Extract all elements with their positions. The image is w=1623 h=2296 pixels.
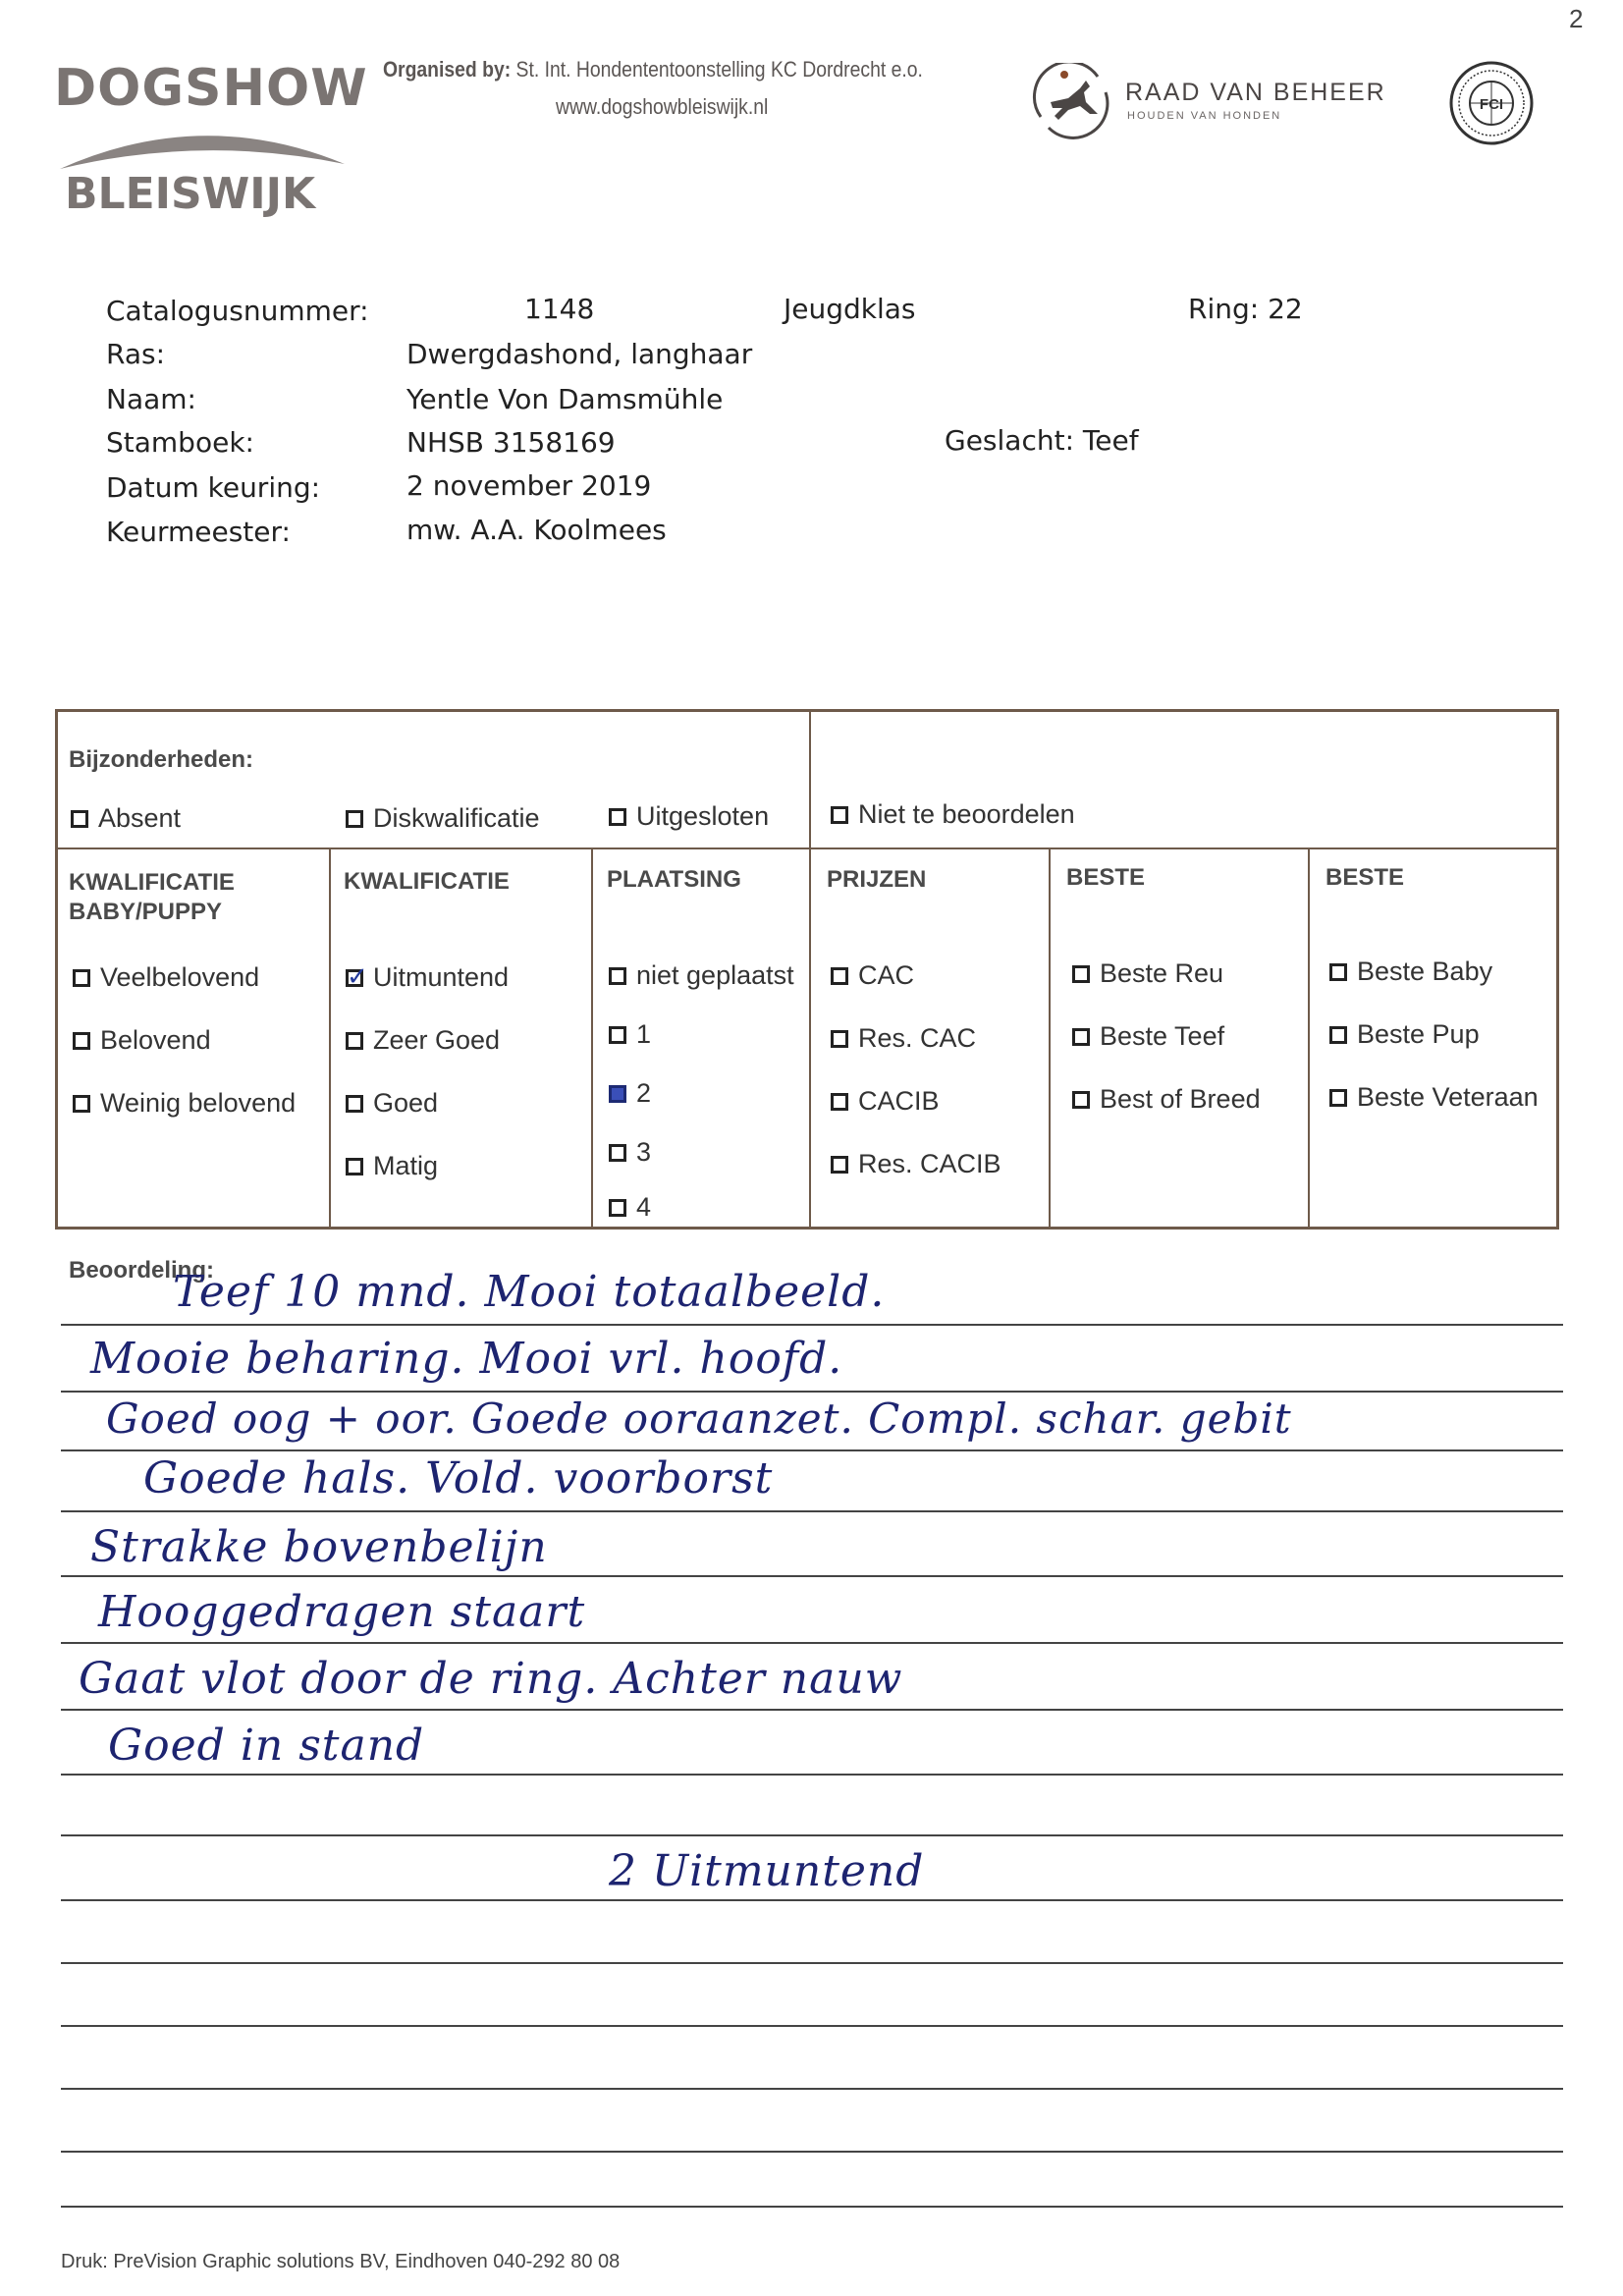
class-value: Jeugdklas: [784, 293, 916, 325]
particular-niet-te-beoordelen[interactable]: [831, 799, 1075, 830]
checkbox[interactable]: [831, 1156, 848, 1174]
option-label: Beste Baby: [1357, 957, 1493, 986]
option-label: Res. CAC: [858, 1023, 977, 1053]
writing-line: [61, 1834, 1563, 1836]
organiser-line: [383, 57, 923, 82]
option-weinig-belovend[interactable]: [73, 1088, 296, 1119]
option-label: Beste Teef: [1100, 1021, 1225, 1051]
writing-line: [61, 2151, 1563, 2153]
checkbox-checked[interactable]: [609, 1085, 626, 1103]
checkbox[interactable]: [609, 1199, 626, 1217]
judge-label: Keurmeester:: [106, 516, 291, 548]
particular-diskwalificatie[interactable]: [346, 803, 540, 834]
ring-label: Ring:: [1188, 293, 1260, 325]
writing-line: [61, 1709, 1563, 1711]
option-niet-geplaatst[interactable]: [609, 960, 794, 991]
option-label: Absent: [98, 803, 182, 833]
fci-seal-label: FCI: [1479, 96, 1504, 113]
name-value: Yentle Von Damsmühle: [406, 383, 724, 415]
organiser-value: St. Int. Hondententoonstelling KC Dordrecht e.o.: [515, 57, 923, 82]
writing-line: [61, 1962, 1563, 1964]
col-header-kwalificatie: KWALIFICATIE: [344, 868, 510, 895]
checkbox[interactable]: [346, 810, 363, 828]
option-label: Best of Breed: [1100, 1084, 1261, 1114]
handwritten-line: Goed oog + oor. Goede ooraanzet. Compl. schar. gebit: [106, 1394, 1292, 1443]
form-divider: [1308, 847, 1310, 1227]
option-label: 4: [636, 1192, 652, 1222]
option-res-cac[interactable]: [831, 1023, 976, 1054]
option-label: 3: [636, 1137, 652, 1167]
option-label: 2: [636, 1078, 652, 1108]
name-label: Naam:: [106, 383, 196, 415]
logo-bleiswijk-text: BLEISWIJK: [65, 169, 316, 219]
organiser-label: Organised by:: [383, 57, 512, 82]
checkbox[interactable]: [1329, 1089, 1347, 1107]
writing-line: [61, 1899, 1563, 1901]
checkbox[interactable]: [346, 1032, 363, 1050]
option-label: CAC: [858, 960, 915, 990]
option-matig[interactable]: [346, 1151, 438, 1181]
checkbox[interactable]: [1329, 963, 1347, 981]
option-label: Uitgesloten: [636, 801, 770, 831]
writing-line: [61, 1324, 1563, 1326]
writing-line: [61, 1510, 1563, 1512]
sex-value: Teef: [1082, 424, 1139, 457]
checkbox[interactable]: [831, 1093, 848, 1111]
writing-line: [61, 2088, 1563, 2090]
option-goed[interactable]: [346, 1088, 438, 1119]
checkbox[interactable]: [609, 808, 626, 826]
option-place-1[interactable]: [609, 1019, 651, 1050]
option-label: 1: [636, 1019, 652, 1049]
raad-van-beheer-subtitle: HOUDEN VAN HONDEN: [1127, 110, 1282, 122]
col-header-beste-2: BESTE: [1325, 864, 1405, 891]
col-header-beste-1: BESTE: [1066, 864, 1146, 891]
breed-value: Dwergdashond, langhaar: [406, 338, 753, 370]
option-beste-pup[interactable]: [1329, 1019, 1480, 1050]
checkbox[interactable]: [1072, 965, 1090, 983]
option-label: Goed: [373, 1088, 439, 1118]
corner-mark: 2: [1569, 4, 1584, 33]
option-zeer-goed[interactable]: [346, 1025, 500, 1056]
checkbox[interactable]: [73, 1032, 90, 1050]
checkbox[interactable]: [609, 1144, 626, 1162]
raad-van-beheer-dog-icon: [1029, 63, 1117, 141]
handwritten-line: Goede hals. Vold. voorborst: [143, 1453, 774, 1503]
particulars-label: Bijzonderheden:: [69, 746, 254, 773]
website-link[interactable]: www.dogshowbleiswijk.nl: [556, 94, 769, 119]
option-label: niet geplaatst: [636, 960, 794, 990]
ring-value: 22: [1268, 293, 1303, 325]
handwritten-line: Goed in stand: [108, 1721, 425, 1771]
option-res-cacib[interactable]: [831, 1149, 1001, 1179]
checkbox[interactable]: [1072, 1028, 1090, 1046]
option-best-of-breed[interactable]: [1072, 1084, 1261, 1115]
particular-uitgesloten[interactable]: [609, 801, 769, 832]
form-divider: [591, 847, 593, 1227]
option-label: Beste Pup: [1357, 1019, 1480, 1049]
raad-van-beheer-title: RAAD VAN BEHEER: [1125, 79, 1386, 106]
checkbox[interactable]: [1329, 1026, 1347, 1044]
option-beste-reu[interactable]: [1072, 958, 1223, 989]
checkbox[interactable]: [831, 967, 848, 985]
catalog-label: Catalogusnummer:: [106, 295, 369, 327]
checkbox[interactable]: [346, 1095, 363, 1113]
checkbox[interactable]: [346, 1158, 363, 1175]
option-label: Uitmuntend: [373, 962, 510, 992]
handwritten-line: Mooie beharing. Mooi vrl. hoofd.: [90, 1334, 843, 1384]
option-uitmuntend[interactable]: [346, 962, 509, 993]
option-place-4[interactable]: [609, 1192, 651, 1223]
option-place-3[interactable]: [609, 1137, 651, 1168]
studbook-value: NHSB 3158169: [406, 426, 616, 459]
option-label: Belovend: [100, 1025, 211, 1055]
option-label: Weinig belovend: [100, 1088, 297, 1118]
col-header-prijzen: PRIJZEN: [827, 866, 927, 893]
col-header-plaatsing: PLAATSING: [607, 866, 741, 893]
option-label: Matig: [373, 1151, 439, 1180]
option-label: CACIB: [858, 1086, 940, 1116]
option-place-2[interactable]: [609, 1078, 651, 1109]
writing-line: [61, 1774, 1563, 1776]
checkbox[interactable]: [73, 969, 90, 987]
writing-line: [61, 2025, 1563, 2027]
option-cacib[interactable]: [831, 1086, 940, 1117]
form-divider: [809, 712, 811, 1227]
option-label: Diskwalificatie: [373, 803, 540, 833]
writing-line: [61, 1449, 1563, 1451]
studbook-label: Stamboek:: [106, 426, 254, 459]
date-label: Datum keuring:: [106, 471, 321, 504]
option-beste-baby[interactable]: [1329, 957, 1492, 987]
writing-line: [61, 1391, 1563, 1393]
handwritten-result: 2 Uitmuntend: [609, 1846, 925, 1896]
writing-line: [61, 1575, 1563, 1577]
option-label: Veelbelovend: [100, 962, 260, 992]
checkbox[interactable]: [609, 1026, 626, 1044]
col-header-baby-puppy: KWALIFICATIE BABY/PUPPY: [69, 869, 235, 925]
form-divider: [329, 847, 331, 1227]
handwritten-line: Gaat vlot door de ring. Achter nauw: [79, 1654, 903, 1704]
sex-field: [945, 424, 1139, 457]
checkbox[interactable]: [831, 1030, 848, 1048]
assessment-label: Beoordeling:: [69, 1257, 214, 1284]
checkbox[interactable]: [71, 810, 88, 828]
option-veelbelovend[interactable]: [73, 962, 259, 993]
checkbox-checked[interactable]: [346, 969, 363, 987]
option-label: Res. CACIB: [858, 1149, 1001, 1178]
form-divider-horizontal: [58, 847, 1556, 849]
breed-label: Ras:: [106, 338, 166, 370]
handwritten-line: Strakke bovenbelijn: [90, 1522, 548, 1572]
option-cac[interactable]: [831, 960, 914, 991]
checkbox[interactable]: [831, 806, 848, 824]
checkbox[interactable]: [609, 967, 626, 985]
option-belovend[interactable]: [73, 1025, 211, 1056]
option-beste-veteraan[interactable]: [1329, 1082, 1539, 1113]
writing-line: [61, 2206, 1563, 2208]
particular-absent[interactable]: [71, 803, 181, 834]
option-beste-teef[interactable]: [1072, 1021, 1224, 1052]
form-divider: [1049, 847, 1051, 1227]
option-label: Beste Reu: [1100, 958, 1224, 988]
catalog-value: 1148: [524, 293, 595, 325]
option-label: Zeer Goed: [373, 1025, 501, 1055]
checkbox[interactable]: [73, 1095, 90, 1113]
ring-field: [1188, 293, 1303, 325]
checkbox[interactable]: [1072, 1091, 1090, 1109]
judge-value: mw. A.A. Koolmees: [406, 514, 667, 546]
option-label: Beste Veteraan: [1357, 1082, 1539, 1112]
fci-seal-icon: [1449, 61, 1534, 145]
date-value: 2 november 2019: [406, 469, 652, 502]
option-label: Niet te beoordelen: [858, 799, 1075, 829]
handwritten-line: Teef 10 mnd. Mooi totaalbeeld.: [173, 1267, 886, 1317]
sex-label: Geslacht:: [945, 424, 1075, 457]
logo-dogshow-text: DOGSHOW: [54, 59, 368, 118]
printer-credit: Druk: PreVision Graphic solutions BV, Eindhoven 040-292 80 08: [61, 2251, 621, 2272]
handwritten-line: Hooggedragen staart: [98, 1587, 586, 1637]
writing-line: [61, 1642, 1563, 1644]
